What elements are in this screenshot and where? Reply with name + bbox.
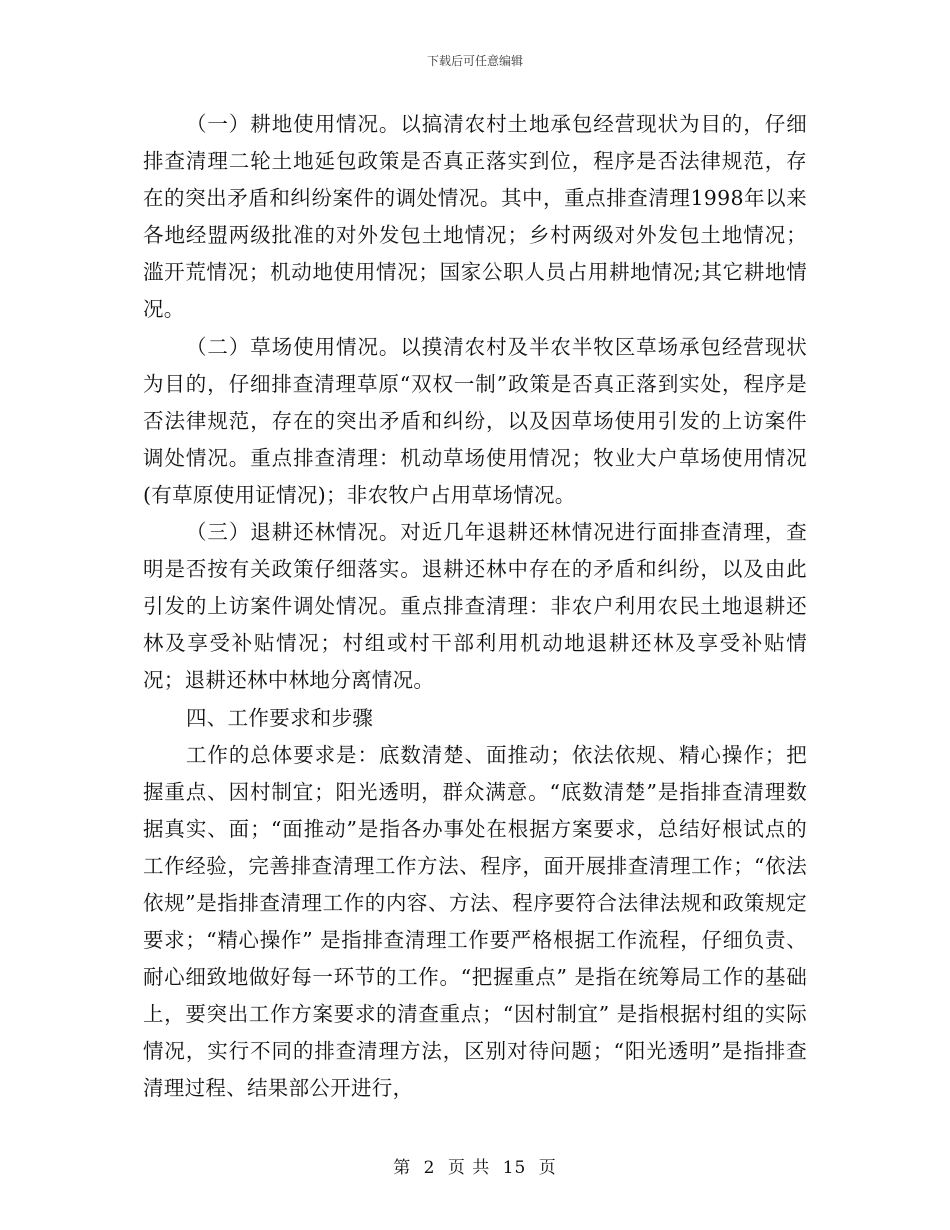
- footer-suffix: 页: [538, 1158, 557, 1178]
- paragraph-cultivated-land: （一）耕地使用情况。以搞清农村土地承包经营现状为目的，仔细排查清理二轮土地延包政策是否真正落实到位，程序是否法律规范，存在的突出矛盾和纠纷案件的调处情况。其中，重点排查清理1998年以来各地经盟两级批准的对外发包土地情况；乡村两级对外发包土地情况；滥开荒情况；机动地使用情况；国家公职人员占用耕地情况;其它耕地情况。: [143, 112, 807, 322]
- header-note: 下载后可任意编辑: [426, 54, 523, 68]
- paragraph-grassland: （二）草场使用情况。以摸清农村及半农半牧区草场承包经营现状为目的，仔细排查清理草原“双权一制”政策是否真正落到实处，程序是否法律规范，存在的突出矛盾和纠纷，以及因草场使用引发的上访案件调处情况。重点排查清理：机动草场使用情况；牧业大户草场使用情况(有草原使用证情况)；非农牧户占用草场情况。: [143, 334, 807, 507]
- paragraph-overall-requirements: 工作的总体要求是：底数清楚、面推动；依法依规、精心操作；把握重点、因村制宜；阳光透明，群众满意。“底数清楚”是指排查清理数据真实、面；“面推动”是指各办事处在根据方案要求，总结好根试点的工作经验，完善排查清理工作方法、程序，面开展排查清理工作；“依法依规”是指排查清理工作的内容、方法、程序要符合法律法规和政策规定要求；“精心操作” 是指排查清理工作要严格根据工作流程，仔细负责、耐心细致地做好每一环节的工作。“把握重点” 是指在统筹局工作的基础上，要突出工作方案要求的清查重点；“因村制宜” 是指根据村组的实际情况，实行不同的排查清理方法，区别对待问题；“阳光透明”是指排查清理过程、结果部公开进行，: [143, 742, 807, 1101]
- section-heading-work-requirements: 四、工作要求和步骤: [186, 705, 374, 730]
- footer-prefix: 第: [393, 1158, 412, 1178]
- footer-total-pages: 15: [502, 1158, 527, 1178]
- page-footer: [0, 1153, 950, 1178]
- footer-middle: 页 共: [447, 1158, 491, 1178]
- paragraph-reforestation: （三）退耕还林情况。对近几年退耕还林情况进行面排查清理，查明是否按有关政策仔细落实。退耕还林中存在的矛盾和纠纷，以及由此引发的上访案件调处情况。重点排查清理：非农户利用农民土地退耕还林及享受补贴情况；村组或村干部利用机动地退耕还林及享受补贴情况；退耕还林中林地分离情况。: [143, 520, 807, 693]
- document-body: [143, 106, 807, 1108]
- footer-page-number: 2: [423, 1158, 436, 1178]
